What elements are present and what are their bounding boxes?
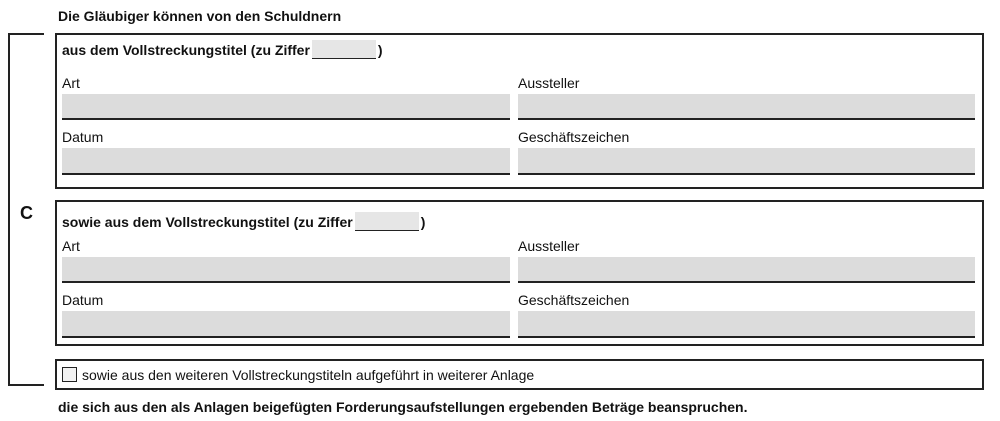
additional-titles-checkbox[interactable] [62, 367, 77, 382]
additional-titles-label: sowie aus den weiteren Vollstreckungstiteln aufgeführt in weiterer Anlage [82, 367, 535, 383]
block1-title-text: aus dem Vollstreckungstitel (zu Ziffer [62, 42, 310, 58]
block2-art-field[interactable] [62, 257, 510, 283]
block2-aussteller-field[interactable] [518, 257, 975, 283]
block1-geschaeftszeichen-field[interactable] [518, 148, 975, 175]
section-heading: Die Gläubiger können von den Schuldnern [58, 8, 342, 24]
block1-art-field[interactable] [62, 94, 510, 120]
block2-art-label: Art [62, 238, 80, 254]
block2-title [62, 212, 425, 231]
block1-art-label: Art [62, 75, 80, 91]
block2-geschaeftszeichen-field[interactable] [518, 311, 975, 338]
block2-aussteller-label: Aussteller [518, 238, 580, 254]
block2-ziffer-field[interactable] [355, 212, 419, 231]
block1-aussteller-label: Aussteller [518, 75, 580, 91]
block1-geschaeftszeichen-label: Geschäftszeichen [518, 129, 630, 145]
block1-title [62, 40, 383, 59]
block1-datum-field[interactable] [62, 148, 510, 175]
closing-statement: die sich aus den als Anlagen beigefügten Forderungsaufstellungen ergebenden Beträge beanspruchen. [58, 399, 748, 415]
block2-title-text: sowie aus dem Vollstreckungstitel (zu Ziffer [62, 214, 353, 230]
block1-aussteller-field[interactable] [518, 94, 975, 120]
block2-title-close: ) [420, 214, 426, 230]
block2-datum-field[interactable] [62, 311, 510, 338]
block1-title-close: ) [377, 42, 383, 58]
block1-datum-label: Datum [62, 129, 104, 145]
block2-geschaeftszeichen-label: Geschäftszeichen [518, 292, 630, 308]
block1-ziffer-field[interactable] [312, 40, 376, 59]
section-letter: C [20, 203, 33, 223]
block2-datum-label: Datum [62, 292, 104, 308]
